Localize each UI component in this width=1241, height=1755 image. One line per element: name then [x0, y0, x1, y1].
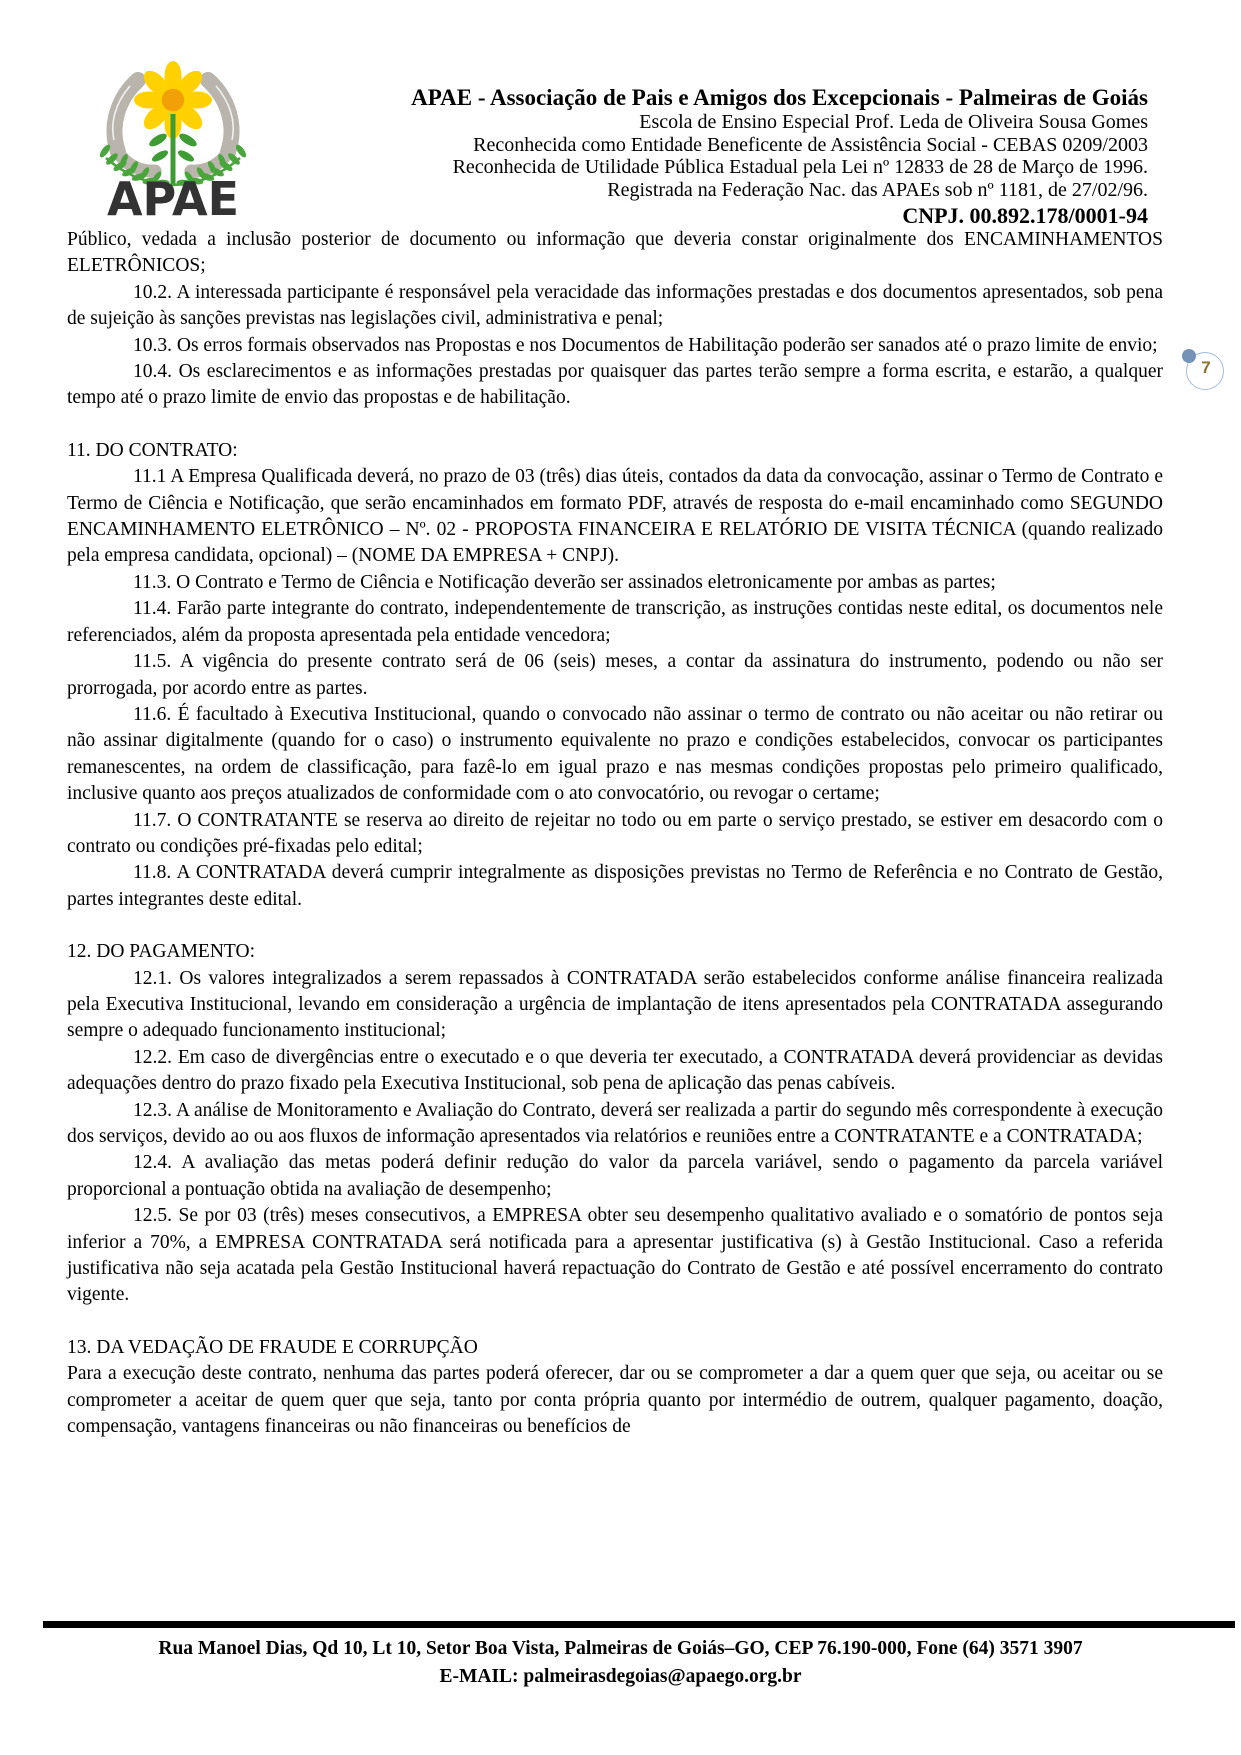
apae-logo-icon	[78, 52, 268, 217]
org-federation-line: Registrada na Federação Nac. das APAEs sob nº 1181, de 27/02/96.	[607, 178, 1148, 201]
org-cebas-line: Reconhecida como Entidade Beneficente de Assistência Social - CEBAS 0209/2003	[473, 133, 1148, 156]
paragraph: 10.3. Os erros formais observados nas Propostas e nos Documentos de Habilitação poderão ser sanados até o prazo limite de envio;	[133, 334, 1158, 356]
paragraph: 10.4. Os esclarecimentos e as informações prestadas por quaisquer das partes terão sempre a forma escrita, e estarão, a qualquer tempo até o prazo limite de envio das propostas e de habilitação.	[67, 361, 1163, 409]
section-heading: 11. DO CONTRATO:	[67, 439, 238, 461]
paragraph: 11.3. O Contrato e Termo de Ciência e Notificação deverão ser assinados eletronicamente por ambas as partes;	[133, 571, 996, 593]
footer-email: E-MAIL: palmeirasdegoias@apaego.org.br	[439, 1666, 802, 1687]
paragraph: 10.2. A interessada participante é responsável pela veracidade das informações prestadas e dos documentos apresentados, sob pena de sujeição às sanções previstas nas legislações civil, administrativa e penal;	[67, 281, 1163, 330]
paragraph: 11.6. É facultado à Executiva Institucional, quando o convocado não assinar o termo de contrato ou não aceitar ou não retirar ou não assinar digitalmente (quando for o caso) o instrumento equivalente no prazo e condições estabelecidos, convocar os participantes remanescentes, na ordem de classificação, para fazê-lo em igual prazo e nas mesmas condições propostas pelo primeiro qualificado, inclusive quanto aos preços atualizados de conformidade com o ato convocatório, ou revogar o certame;	[67, 703, 1163, 805]
paragraph: 12.2. Em caso de divergências entre o executado e o que deveria ter executado, a CONTRATADA deverá providenciar as devidas adequações dentro do prazo fixado pela Executiva Institucional, sob pena de aplicação das penas cabíveis.	[67, 1046, 1163, 1095]
paragraph: Para a execução deste contrato, nenhuma das partes poderá oferecer, dar ou se comprometer a dar a quem quer que seja, ou aceitar ou se comprometer a aceitar de quem quer que seja, tanto por conta própria quanto por intermédio de outrem, qualquer pagamento, doação, compensação, vantagens financeiras ou não financeiras ou benefícios de	[67, 1363, 1163, 1438]
org-name: APAE - Associação de Pais e Amigos dos Excepcionais - Palmeiras de Goiás	[411, 85, 1148, 110]
paragraph: 11.1 A Empresa Qualificada deverá, no prazo de 03 (três) dias úteis, contados da data da convocação, assinar o Termo de Contrato e Termo de Ciência e Notificação, que serão encaminhados em formato PDF, através de resposta do e-mail encaminhado como SEGUNDO ENCAMINHAMENTO ELETRÔNICO – Nº. 02 - PROPOSTA FINANCEIRA E RELATÓRIO DE VISITA TÉCNICA (quando realizado pela empresa candidata, opcional) – (NOME DA EMPRESA + CNPJ).	[67, 466, 1163, 567]
footer-divider	[43, 1621, 1235, 1628]
paragraph: 11.8. A CONTRATADA deverá cumprir integralmente as disposições previstas no Termo de Referência e no Contrato de Gestão, partes integrantes deste edital.	[67, 862, 1163, 910]
apae-logo	[78, 52, 268, 217]
paragraph: 11.7. O CONTRATANTE se reserva ao direito de rejeitar no todo ou em parte o serviço prestado, se estiver em desacordo com o contrato ou condições pré-fixadas pelo edital;	[67, 809, 1163, 857]
comment-dot-icon	[1182, 349, 1196, 363]
paragraph: 11.5. A vigência do presente contrato será de 06 (seis) meses, a contar da assinatura do instrumento, podendo ou não ser prorrogada, por acordo entre as partes.	[67, 651, 1163, 699]
paragraph: 12.5. Se por 03 (três) meses consecutivos, a EMPRESA obter seu desempenho qualitativo avaliado e o somatório de pontos seja inferior a 70%, a EMPRESA CONTRATADA será notificada para a apresentar justificativa (s) à Gestão Institucional. Caso a referida justificativa não seja acatada pela Gestão Institucional haverá repactuação do Contrato de Gestão e até possível encerramento do contrato vigente.	[67, 1205, 1163, 1306]
org-school-line: Escola de Ensino Especial Prof. Leda de Oliveira Sousa Gomes	[639, 111, 1148, 133]
document-body	[67, 227, 1163, 1440]
logo-wordmark: APAE	[106, 172, 240, 217]
comment-annotation-marker[interactable]	[1182, 348, 1228, 394]
footer-address: Rua Manoel Dias, Qd 10, Lt 10, Setor Boa Vista, Palmeiras de Goiás–GO, CEP 76.190-000, Fone (64) 3571 3907	[158, 1638, 1083, 1659]
section-heading: 13. DA VEDAÇÃO DE FRAUDE E CORRUPÇÃO	[67, 1336, 478, 1358]
letterhead	[280, 84, 1148, 228]
comment-number: 7	[1201, 358, 1211, 377]
paragraph: 12.1. Os valores integralizados a serem repassados à CONTRATADA serão estabelecidos conforme análise financeira realizada pela Executiva Institucional, levando em consideração a urgência de implantação de itens apresentados pela CONTRATADA assegurando sempre o adequado funcionamento institucional;	[67, 967, 1163, 1042]
org-utility-line: Reconhecida de Utilidade Pública Estadual pela Lei nº 12833 de 28 de Março de 1996.	[452, 156, 1148, 178]
paragraph: 12.4. A avaliação das metas poderá definir redução do valor da parcela variável, sendo o pagamento da parcela variável proporcional a pontuação obtida na avaliação de desempenho;	[67, 1152, 1163, 1200]
paragraph: 11.4. Farão parte integrante do contrato, independentemente de transcrição, as instruções contidas neste edital, os documentos nele referenciados, além da proposta apresentada pela entidade vencedora;	[67, 598, 1163, 646]
paragraph: Público, vedada a inclusão posterior de documento ou informação que deveria constar originalmente dos ENCAMINHAMENTOS ELETRÔNICOS;	[67, 229, 1163, 277]
org-cnpj: CNPJ. 00.892.178/0001-94	[902, 203, 1148, 228]
section-heading: 12. DO PAGAMENTO:	[67, 941, 255, 963]
paragraph: 12.3. A análise de Monitoramento e Avaliação do Contrato, deverá ser realizada a partir do segundo mês correspondente à execução dos serviços, devido ao ou aos fluxos de informação apresentados via relatórios e reuniões entre a CONTRATANTE e a CONTRATADA;	[67, 1099, 1163, 1147]
